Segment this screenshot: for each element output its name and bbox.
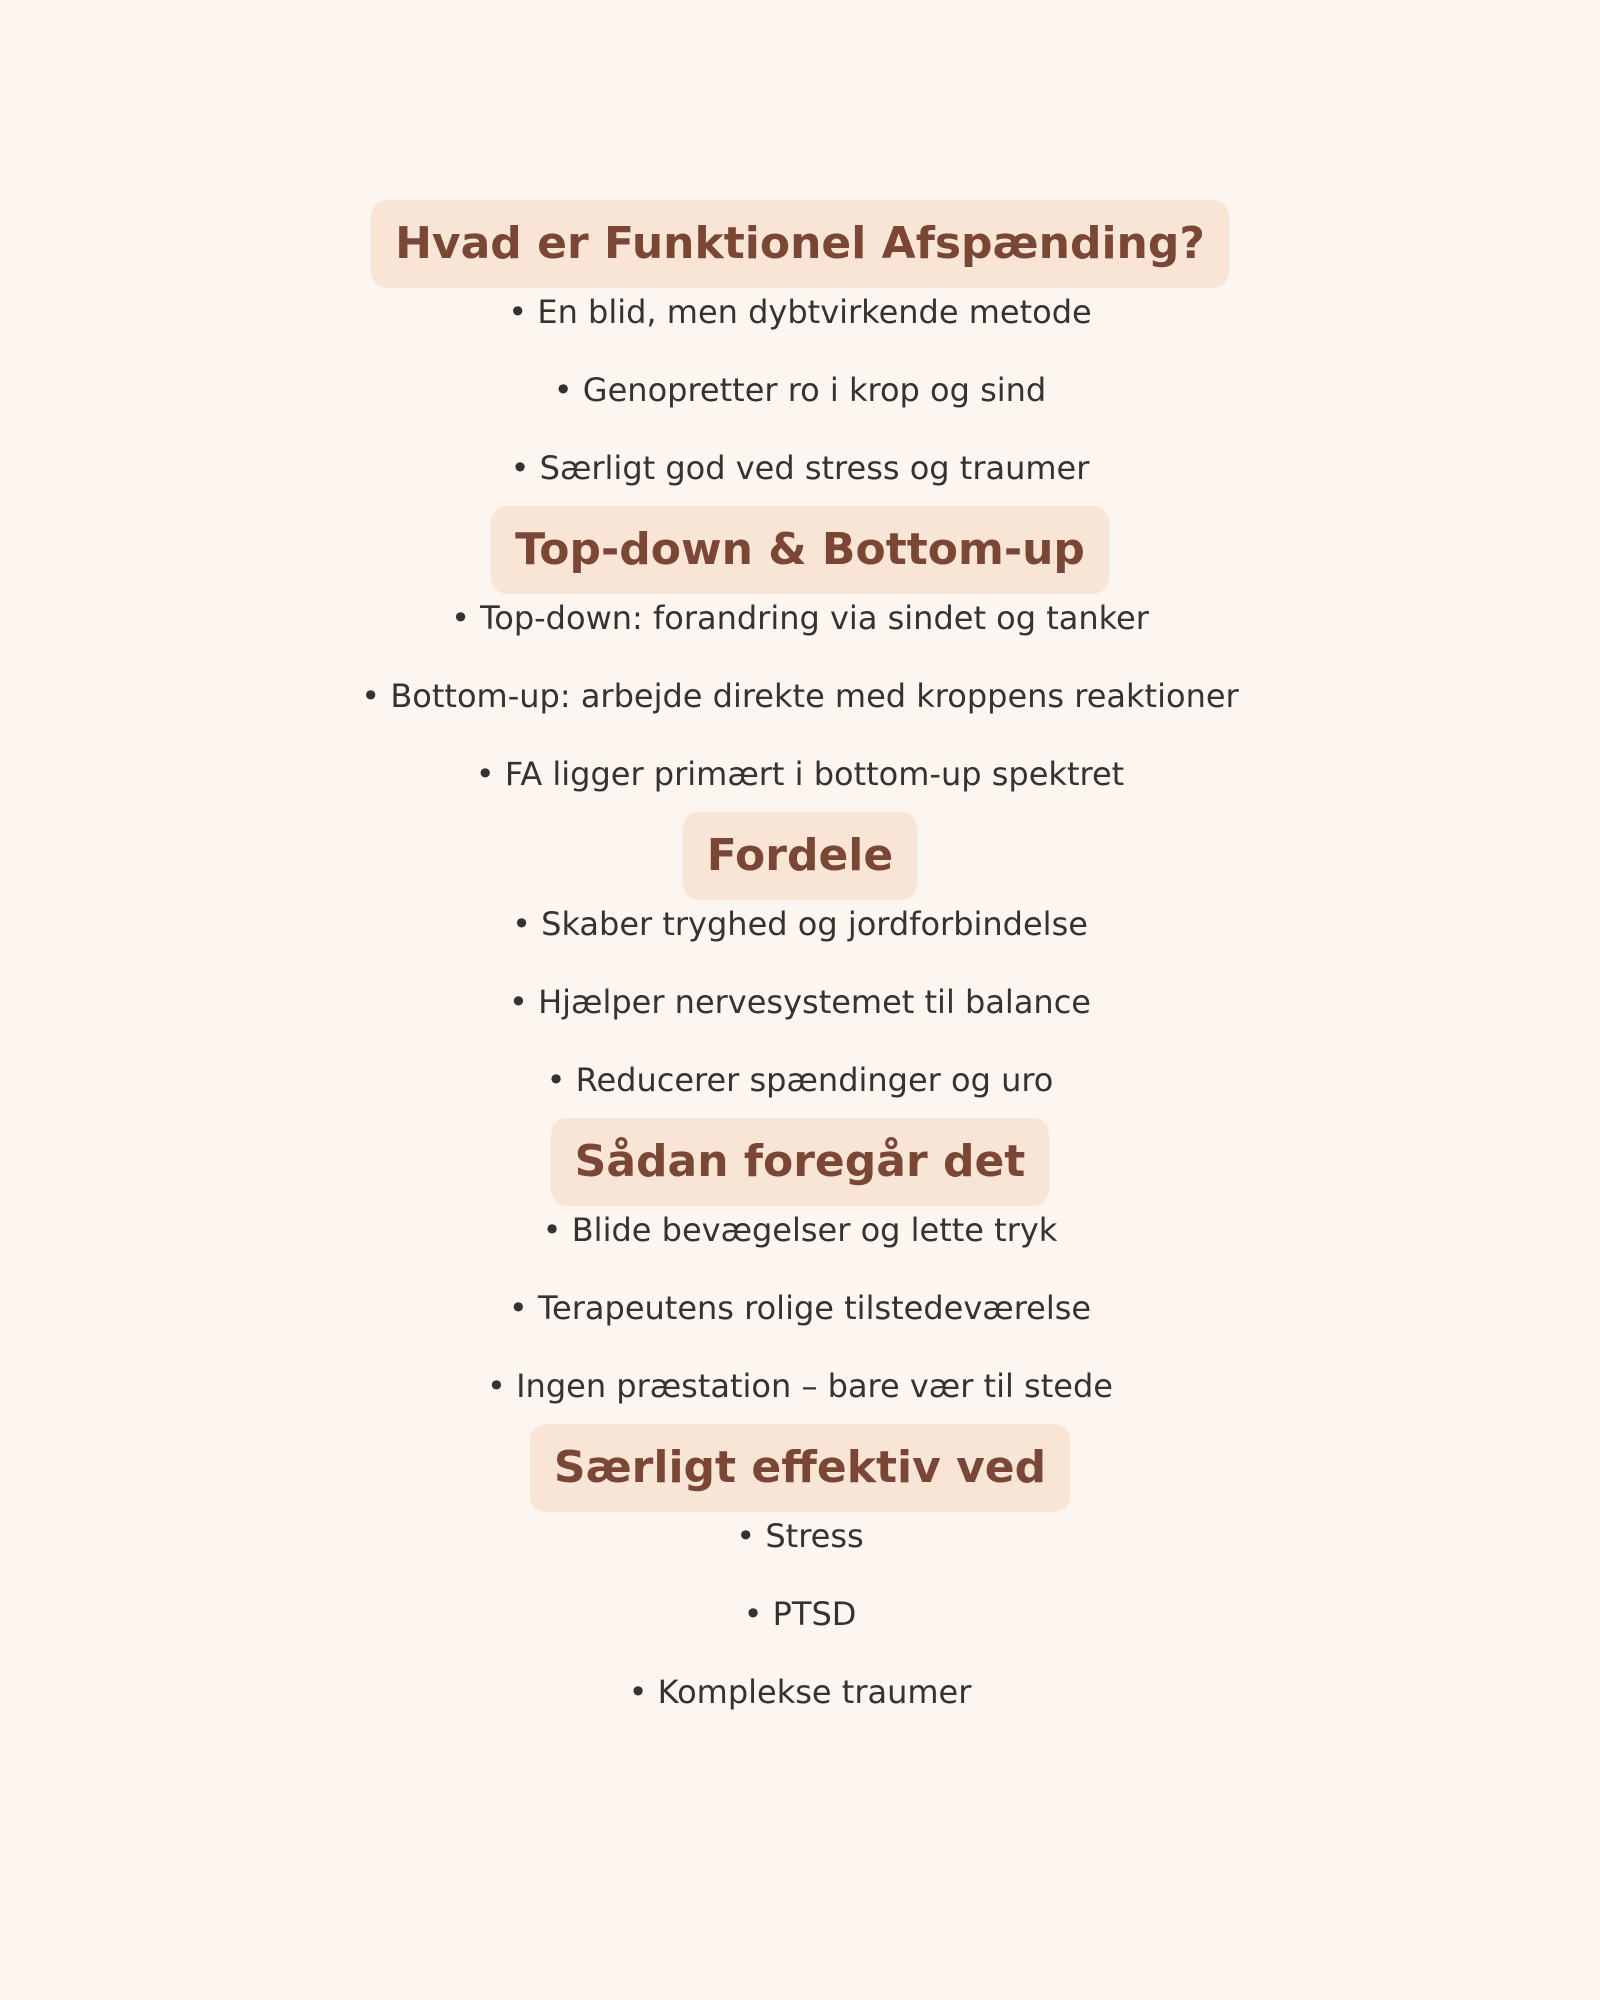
bullet-item: • Hjælper nervesystemet til balance: [509, 983, 1091, 1021]
bullet-item: • Reducerer spændinger og uro: [546, 1061, 1054, 1099]
bullet-item: • Stress: [736, 1517, 864, 1555]
bullet-list: [508, 292, 1091, 488]
bullet-item: • Top-down: forandring via sindet og tanker: [451, 599, 1149, 637]
bullet-item: • Komplekse traumer: [628, 1673, 972, 1711]
bullet-item: • Ingen præstation – bare vær til stede: [487, 1367, 1113, 1405]
section-benefits: [0, 812, 1600, 1100]
bullet-item: • Særligt god ved stress og traumer: [510, 449, 1090, 487]
bullet-list: [487, 1210, 1113, 1406]
section-especially-effective: [0, 1424, 1600, 1712]
bullet-item: • En blid, men dybtvirkende metode: [508, 293, 1092, 331]
bullet-item: • Terapeutens rolige tilstedeværelse: [508, 1289, 1092, 1327]
section-heading: Fordele: [683, 812, 917, 900]
bullet-list: [629, 1516, 972, 1712]
section-what-is-fa: [0, 200, 1600, 488]
bullet-item: • Genopretter ro i krop og sind: [553, 371, 1047, 409]
document-body: [0, 200, 1600, 1712]
bullet-list: [509, 904, 1091, 1100]
bullet-item: • PTSD: [743, 1595, 857, 1633]
section-heading: Top-down & Bottom-up: [491, 506, 1109, 594]
section-top-down-bottom-up: [0, 506, 1600, 794]
section-how-it-works: [0, 1118, 1600, 1406]
bullet-item: • Blide bevægelser og lette tryk: [542, 1211, 1058, 1249]
bullet-item: • FA ligger primært i bottom-up spektret: [475, 755, 1125, 793]
bullet-item: • Bottom-up: arbejde direkte med kroppens reaktioner: [361, 677, 1239, 715]
section-heading: Særligt effektiv ved: [530, 1424, 1070, 1512]
section-heading: Sådan foregår det: [551, 1118, 1050, 1206]
bullet-item: • Skaber tryghed og jordforbindelse: [512, 905, 1088, 943]
section-heading: Hvad er Funktionel Afspænding?: [371, 200, 1229, 288]
bullet-list: [361, 598, 1238, 794]
